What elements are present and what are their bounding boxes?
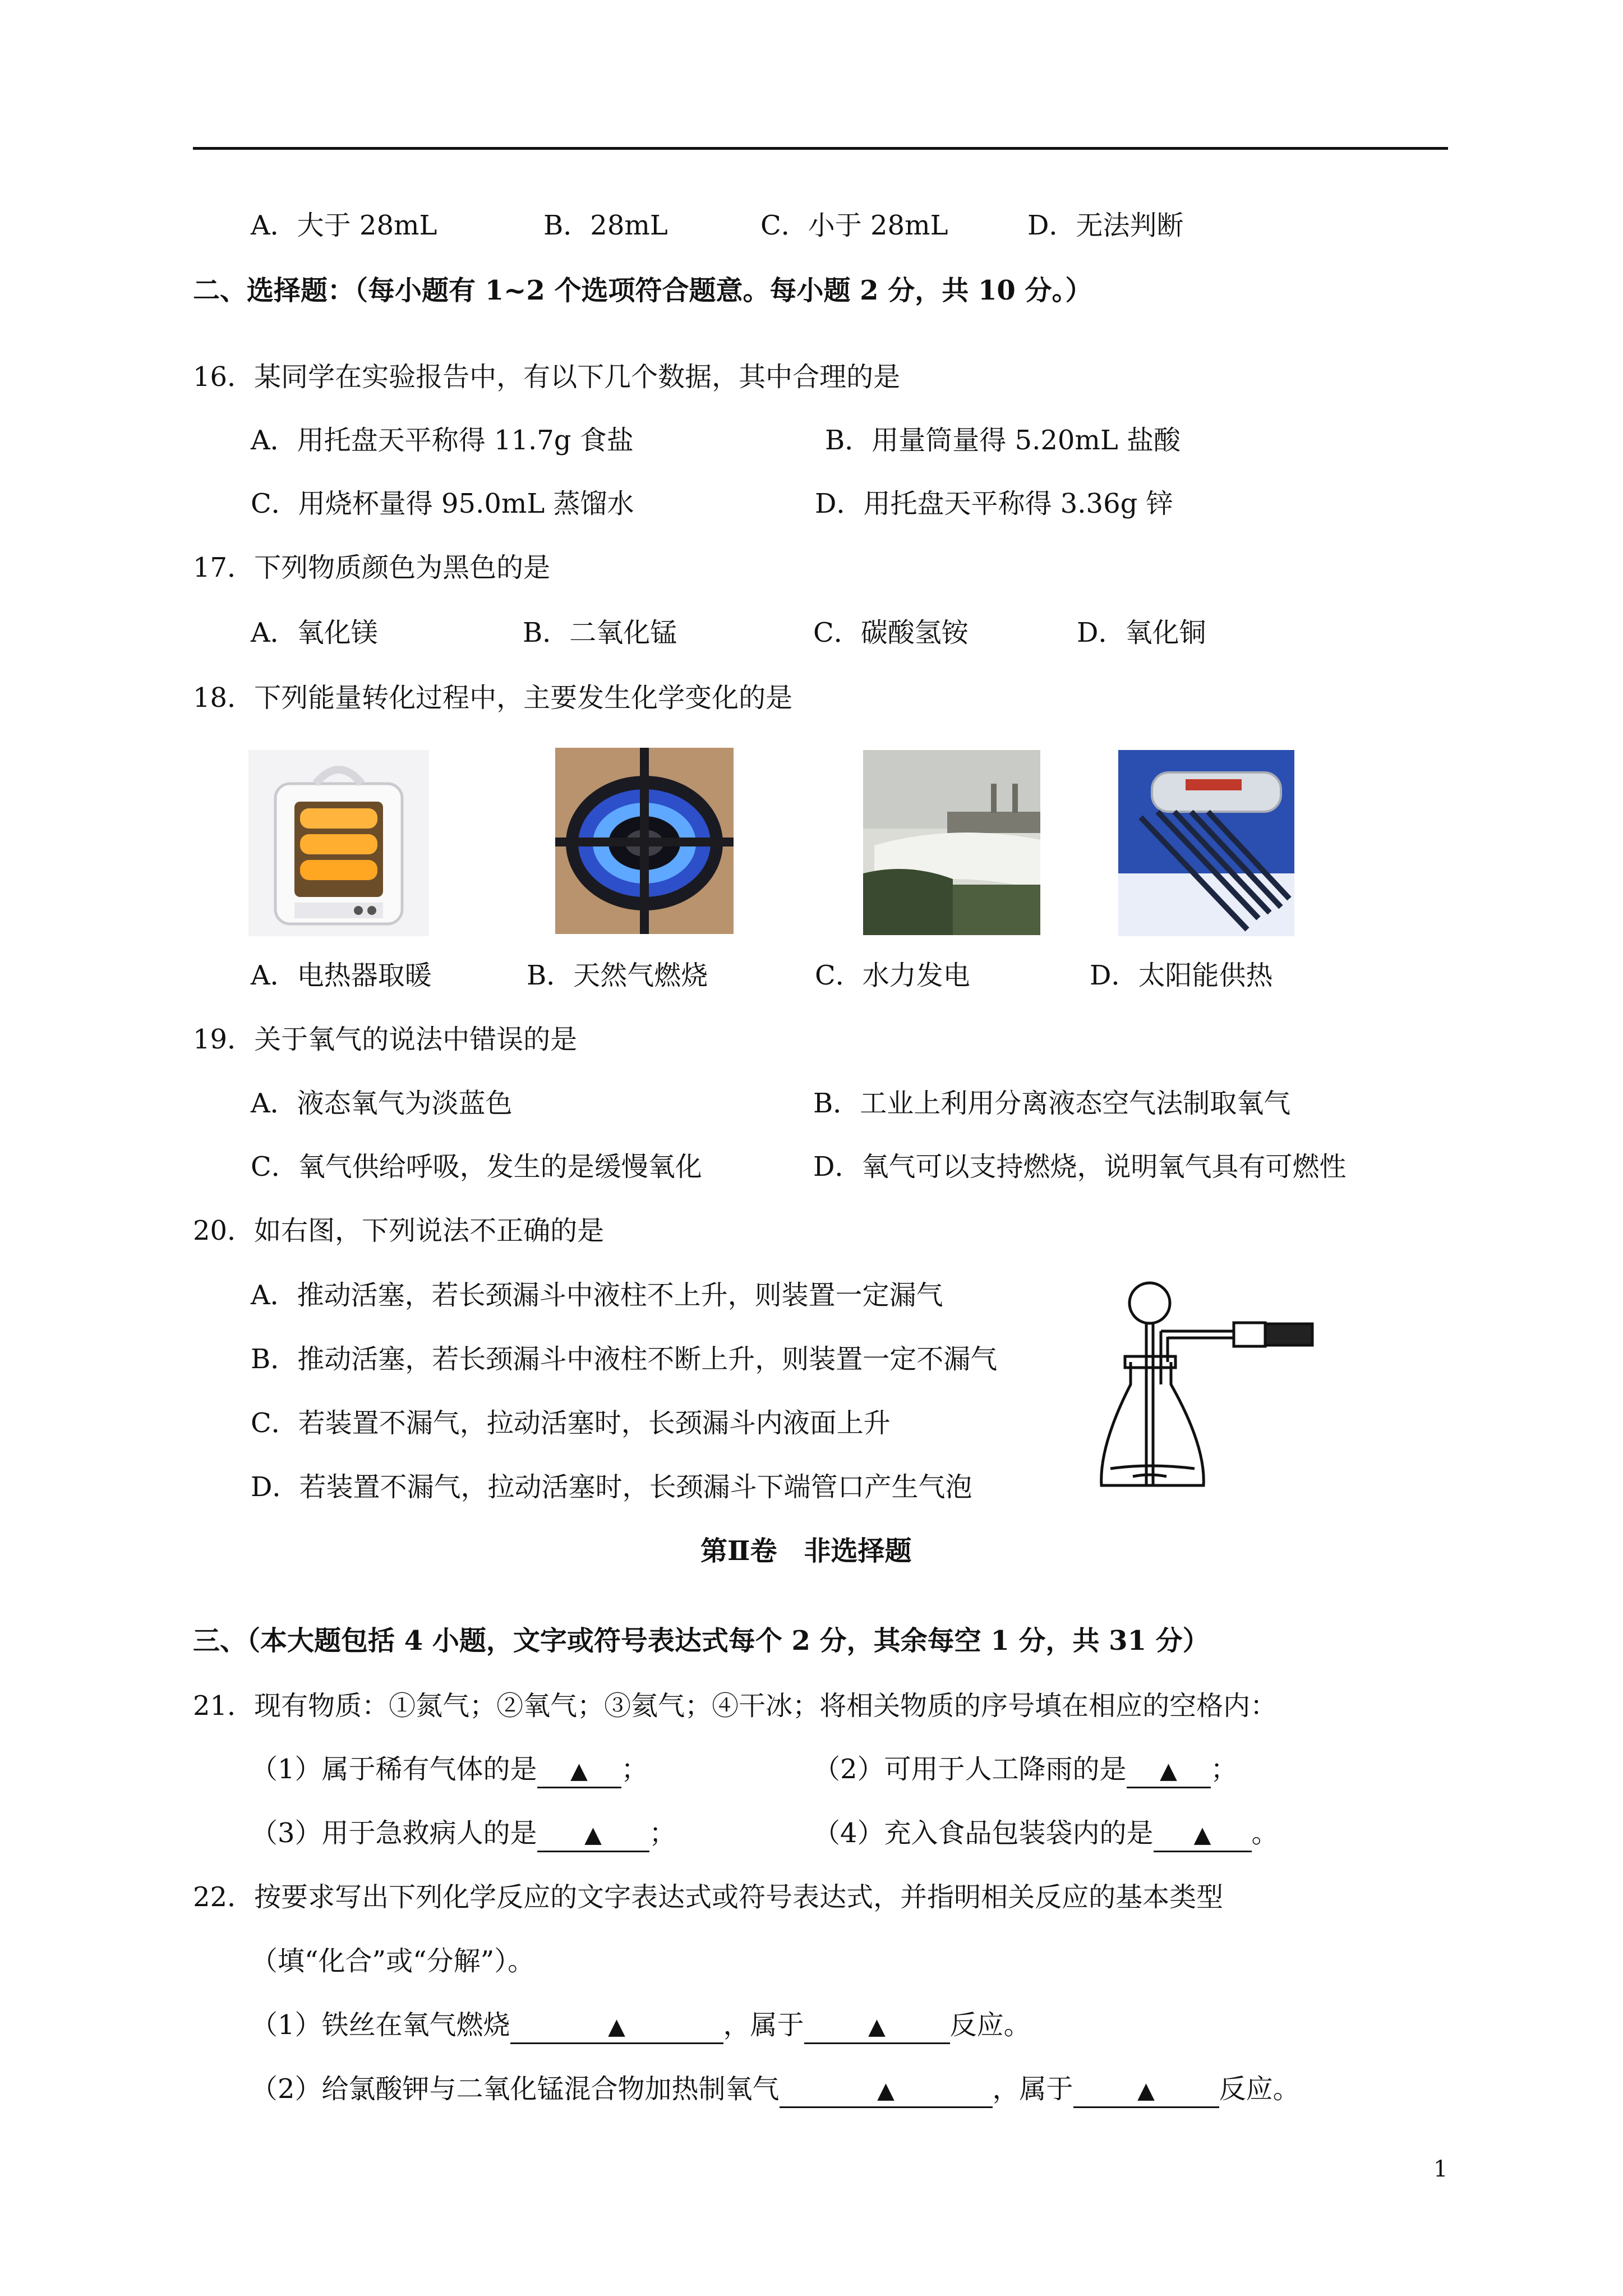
q17-option-c: C．碳酸氢铵 (813, 617, 969, 648)
q18-stem: 18．下列能量转化过程中，主要发生化学变化的是 (193, 682, 793, 714)
q17-option-d: D．氧化铜 (1077, 617, 1206, 648)
answer-blank[interactable]: ▲ (780, 2073, 993, 2108)
q20-stem: 20．如右图，下列说法不正确的是 (193, 1215, 605, 1246)
q20-option-b: B．推动活塞，若长颈漏斗中液柱不断上升，则装置一定不漏气 (251, 1343, 998, 1375)
q18-option-d: D．太阳能供热 (1090, 960, 1273, 991)
section2-title: 二、选择题：（每小题有 1~2 个选项符合题意。每小题 2 分，共 10 分。） (193, 275, 1092, 306)
q17-stem: 17．下列物质颜色为黑色的是 (193, 552, 551, 583)
solar-water-heater-image (1118, 750, 1294, 936)
answer-blank[interactable]: ▲ (1073, 2073, 1219, 2108)
q19-option-b: B．工业上利用分离液态空气法制取氧气 (813, 1088, 1291, 1119)
q16-option-d: D．用托盘天平称得 3.36g 锌 (815, 488, 1173, 519)
q18-option-c: C．水力发电 (815, 960, 970, 991)
q15-option-b: B．28mL (543, 210, 668, 241)
answer-blank[interactable]: ▲ (1154, 1818, 1252, 1852)
q20-option-d: D．若装置不漏气，拉动活塞时，长颈漏斗下端管口产生气泡 (251, 1471, 972, 1503)
q19-stem: 19．关于氧气的说法中错误的是 (193, 1024, 578, 1055)
section3-title: 三、（本大题包括 4 小题，文字或符号表达式每个 2 分，其余每空 1 分，共 31 分） (193, 1625, 1210, 1657)
q22-part1: （1）铁丝在氧气燃烧 ▲ ，属于 ▲ 反应。 (251, 2007, 1031, 2044)
header-rule (193, 147, 1448, 150)
q16-option-c: C．用烧杯量得 95.0mL 蒸馏水 (251, 488, 634, 519)
answer-blank[interactable]: ▲ (510, 2009, 723, 2044)
answer-blank[interactable]: ▲ (804, 2009, 950, 2044)
answer-blank[interactable]: ▲ (537, 1754, 621, 1788)
electric-heater-image (248, 750, 429, 936)
q16-stem: 16．某同学在实验报告中，有以下几个数据，其中合理的是 (193, 361, 901, 393)
gas-flame-image (555, 748, 734, 934)
q18-option-b: B．天然气燃烧 (527, 960, 708, 991)
q15-option-d: D．无法判断 (1027, 210, 1184, 241)
airtightness-apparatus-diagram (1094, 1272, 1318, 1497)
q21-stem: 21．现有物质：①氮气；②氧气；③氦气；④干冰；将相关物质的序号填在相应的空格内： (193, 1690, 1278, 1722)
q16-option-b: B．用量筒量得 5.20mL 盐酸 (825, 425, 1181, 456)
q20-option-c: C．若装置不漏气，拉动活塞时，长颈漏斗内液面上升 (251, 1407, 891, 1439)
q22-note: （填“化合”或“分解”）。 (251, 1945, 535, 1977)
answer-blank[interactable]: ▲ (1127, 1754, 1211, 1788)
q16-option-a: A．用托盘天平称得 11.7g 食盐 (251, 425, 634, 456)
q21-part3: （3）用于急救病人的是 ▲ ； (251, 1815, 676, 1852)
q22-stem: 22．按要求写出下列化学反应的文字表达式或符号表达式，并指明相关反应的基本类型 (193, 1881, 1224, 1913)
q15-option-a: A．大于 28mL (251, 210, 437, 241)
q21-part1: （1）属于稀有气体的是 ▲ ； (251, 1751, 648, 1788)
q17-option-b: B．二氧化锰 (523, 617, 677, 648)
part2-title: 第Ⅱ卷 非选择题 (700, 1535, 912, 1567)
answer-blank[interactable]: ▲ (537, 1818, 649, 1852)
page-number: 1 (1433, 2156, 1448, 2182)
q19-option-c: C．氧气供给呼吸，发生的是缓慢氧化 (251, 1151, 702, 1182)
q22-part2: （2）给氯酸钾与二氧化锰混合物加热制氧气 ▲ ，属于 ▲ 反应。 (251, 2071, 1300, 2108)
hydropower-dam-image (863, 750, 1040, 935)
q18-option-a: A．电热器取暖 (251, 960, 432, 991)
q21-part4: （4）充入食品包装袋内的是 ▲ 。 (813, 1815, 1279, 1852)
q17-option-a: A．氧化镁 (251, 617, 378, 648)
q19-option-d: D．氧气可以支持燃烧，说明氧气具有可燃性 (813, 1151, 1347, 1182)
q20-option-a: A．推动活塞，若长颈漏斗中液柱不上升，则装置一定漏气 (251, 1280, 943, 1311)
q21-part2: （2）可用于人工降雨的是 ▲ ； (813, 1751, 1238, 1788)
q15-option-c: C．小于 28mL (760, 210, 948, 241)
q19-option-a: A．液态氧气为淡蓝色 (251, 1088, 513, 1119)
